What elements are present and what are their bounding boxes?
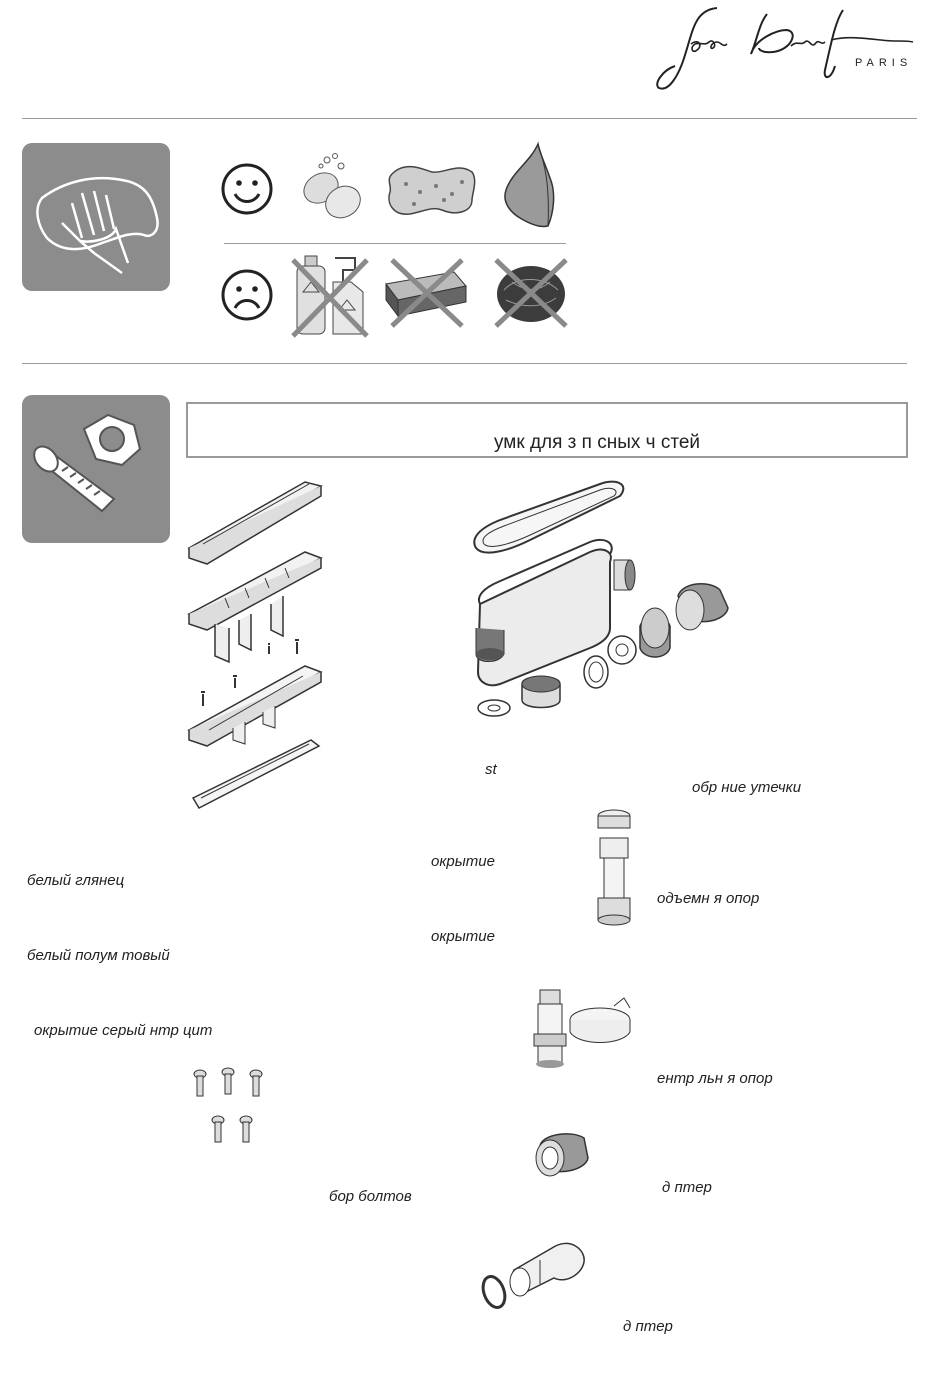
label-coating-2: окрытие [431, 928, 495, 945]
central-support-illustration [528, 984, 638, 1074]
removable-support-illustration [592, 808, 642, 928]
soap-icon [297, 152, 367, 224]
smiley-icon [220, 162, 274, 216]
label-coating-grey: окрытие серый нтр цит [34, 1022, 213, 1039]
label-removable-support: одъемн я опор [657, 890, 760, 907]
wipe-hand-icon [22, 143, 170, 291]
label-central-support: ентр льн я опор [657, 1070, 773, 1087]
siphon-illustration [470, 478, 740, 728]
abrasive-pad-icon [382, 256, 470, 328]
label-adapter-1: д птер [662, 1179, 712, 1196]
care-divider [224, 243, 566, 244]
frown-icon [220, 268, 274, 322]
chemical-cleaner-icon [293, 252, 367, 336]
brand-city: PARIS [855, 57, 913, 69]
label-bolt-set: бор болтов [329, 1188, 412, 1205]
bolt-set-illustration [192, 1066, 272, 1146]
adapter-illustration-1 [532, 1126, 592, 1186]
label-adapter-2: д птер [623, 1318, 673, 1335]
label-white-semimatte: белый полум товый [27, 947, 170, 964]
sponge-icon [386, 160, 478, 218]
label-coating-1: окрытие [431, 853, 495, 870]
cleaning-hand-icon-box [22, 143, 170, 291]
label-leak-sample: обр ние утечки [692, 779, 802, 796]
nut-bolt-icon [22, 395, 170, 543]
spare-parts-icon-box [22, 395, 170, 543]
label-st: st [485, 761, 497, 778]
spare-parts-title: умк для з п сных ч стей [494, 432, 701, 453]
steel-wool-icon [492, 256, 570, 328]
section-divider [22, 363, 907, 364]
label-white-gloss: белый глянец [27, 872, 125, 889]
drain-channel-illustration [185, 478, 335, 818]
signature-logo [655, 0, 915, 100]
adapter-illustration-2 [474, 1228, 594, 1318]
cloth-icon [500, 142, 560, 232]
header-divider [22, 118, 917, 119]
